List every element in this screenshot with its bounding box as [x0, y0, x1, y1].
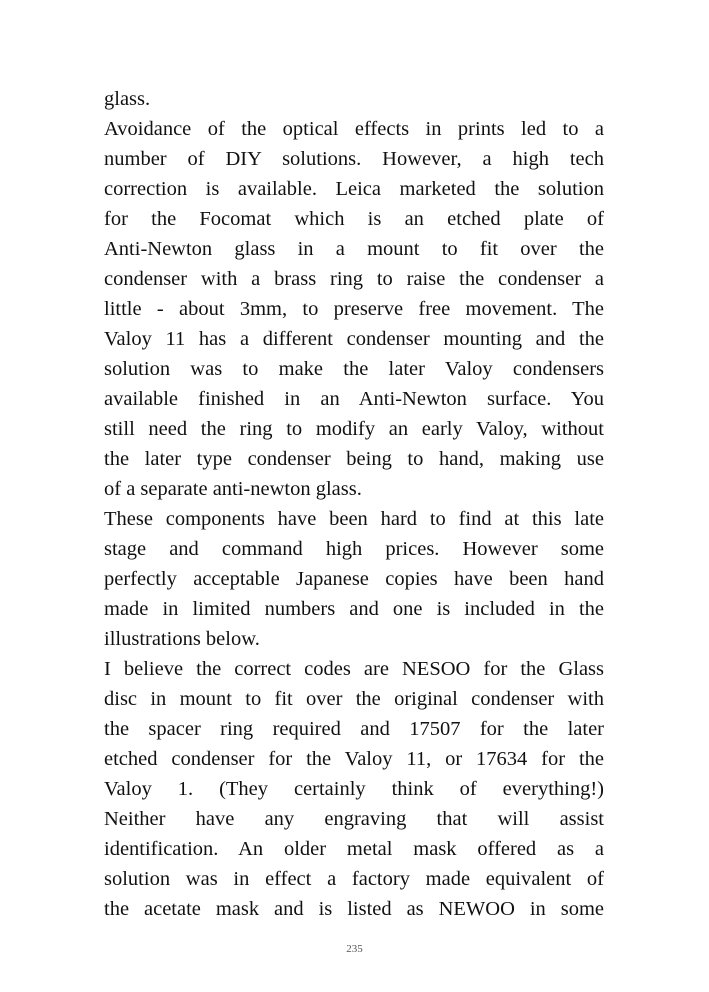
text-line: solution was in effect a factory made equivalent of — [104, 868, 604, 890]
page-body — [104, 84, 604, 924]
text-line: These components have been hard to find at this late — [104, 508, 604, 530]
text-line: Anti-Newton glass in a mount to fit over the — [104, 238, 604, 260]
page-number: 235 — [346, 943, 363, 955]
text-line: Neither have any engraving that will assist — [104, 808, 604, 830]
text-line: disc in mount to fit over the original condenser with — [104, 688, 604, 710]
text-line: made in limited numbers and one is included in the — [104, 598, 604, 620]
text-line: Valoy 11 has a different condenser mounting and the — [104, 328, 604, 350]
text-line: correction is available. Leica marketed the solution — [104, 178, 604, 200]
text-line: solution was to make the later Valoy condensers — [104, 358, 604, 380]
text-line: the later type condenser being to hand, making use — [104, 448, 604, 470]
text-line: the spacer ring required and 17507 for the later — [104, 718, 604, 740]
text-line: stage and command high prices. However some — [104, 538, 604, 560]
text-line: I believe the correct codes are NESOO for the Glass — [104, 658, 604, 680]
text-line: the acetate mask and is listed as NEWOO in some — [104, 898, 604, 920]
text-line: perfectly acceptable Japanese copies have been hand — [104, 568, 604, 590]
text-line: of a separate anti-newton glass. — [104, 478, 362, 500]
text-line: etched condenser for the Valoy 11, or 17634 for the — [104, 748, 604, 770]
text-line: still need the ring to modify an early Valoy, without — [104, 418, 604, 440]
text-line: identification. An older metal mask offered as a — [104, 838, 604, 860]
text-line: condenser with a brass ring to raise the condenser a — [104, 268, 604, 290]
text-line: glass. — [104, 88, 151, 110]
text-line: for the Focomat which is an etched plate of — [104, 208, 604, 230]
text-line: little - about 3mm, to preserve free movement. The — [104, 298, 604, 320]
text-line: available finished in an Anti-Newton surface. You — [104, 388, 604, 410]
text-line: illustrations below. — [104, 628, 260, 650]
text-line: Avoidance of the optical effects in prints led to a — [104, 118, 604, 140]
text-line: number of DIY solutions. However, a high tech — [104, 148, 604, 170]
text-line: Valoy 1. (They certainly think of everything!) — [104, 778, 604, 800]
